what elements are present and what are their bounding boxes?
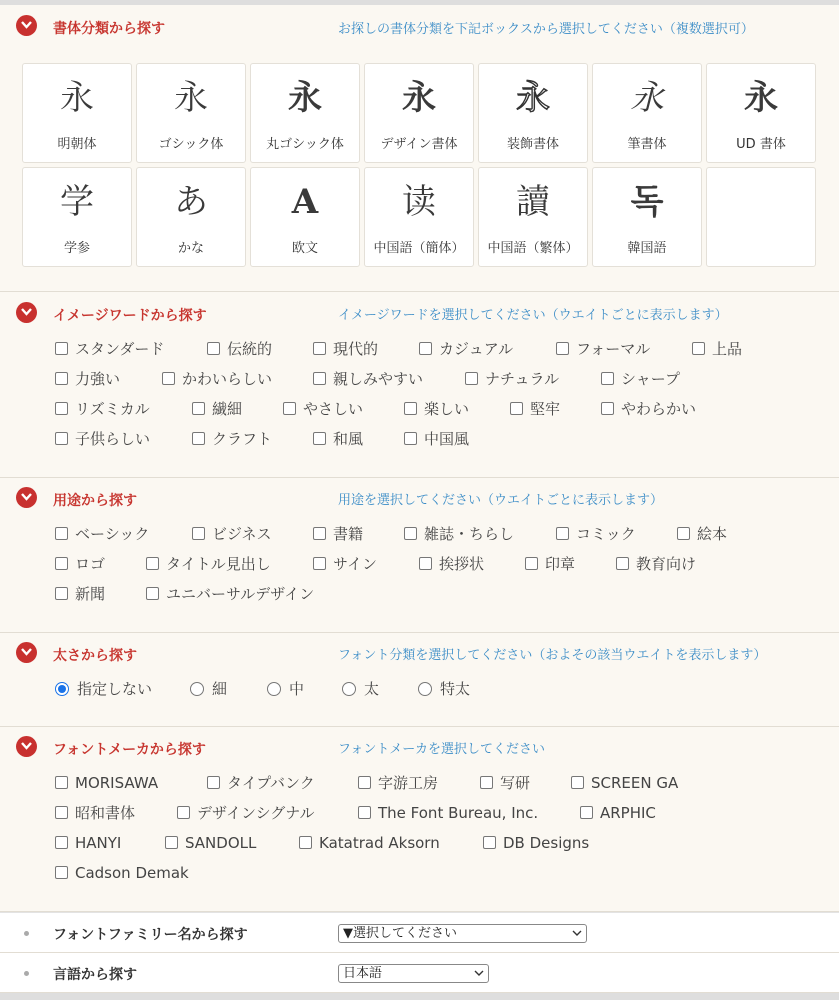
checkbox-label: カジュアル bbox=[439, 340, 514, 358]
checkbox-box[interactable] bbox=[556, 342, 569, 355]
checkbox-box[interactable] bbox=[404, 527, 417, 540]
tile-label: 学参 bbox=[63, 241, 90, 256]
checkbox-label: Katatrad Aksorn bbox=[319, 834, 440, 852]
checkbox-label: 絵本 bbox=[697, 525, 728, 543]
checkbox-box[interactable] bbox=[580, 806, 593, 819]
tile-label: 筆書体 bbox=[627, 137, 667, 152]
checkbox-box[interactable] bbox=[55, 402, 68, 415]
checkbox-label: 中国風 bbox=[424, 430, 470, 448]
tile-maru-gothic[interactable] bbox=[250, 63, 360, 163]
tile-label: 欧文 bbox=[291, 241, 318, 256]
checkbox-label: 教育向け bbox=[636, 555, 697, 573]
tile-label: 明朝体 bbox=[57, 137, 97, 152]
checkbox-box[interactable] bbox=[177, 806, 190, 819]
chevron-down-icon bbox=[474, 970, 484, 977]
tile-glyph: 永 bbox=[60, 78, 94, 118]
tile-empty bbox=[706, 167, 816, 267]
family-label: フォントファミリー名から探す bbox=[53, 927, 248, 943]
checkbox-box[interactable] bbox=[313, 557, 326, 570]
family-row bbox=[0, 913, 839, 953]
checkbox-box[interactable] bbox=[299, 836, 312, 849]
checkbox-label: ナチュラル bbox=[485, 370, 560, 388]
section-hint: お探しの書体分類を下記ボックスから選択してください（複数選択可） bbox=[338, 22, 754, 37]
checkbox-box[interactable] bbox=[162, 372, 175, 385]
checkbox-label: MORISAWA bbox=[75, 774, 159, 792]
checkbox-label: デザインシグナル bbox=[197, 804, 315, 822]
checkbox-label: Cadson Demak bbox=[75, 864, 189, 882]
tile-label: UD 書体 bbox=[736, 137, 786, 152]
chevron-down-icon bbox=[572, 930, 582, 937]
tile-label: かな bbox=[177, 241, 204, 256]
checkbox-label: やわらかい bbox=[621, 400, 697, 418]
checkbox-box[interactable] bbox=[677, 527, 690, 540]
tile-glyph: 读 bbox=[402, 182, 436, 222]
checkbox-box[interactable] bbox=[556, 527, 569, 540]
language-select-value: 日本語 bbox=[343, 966, 383, 981]
checkbox-label: コミック bbox=[576, 525, 636, 543]
checkbox-label: 子供らしい bbox=[75, 430, 151, 448]
tile-glyph: 永 bbox=[516, 78, 550, 118]
checkbox-box[interactable] bbox=[601, 402, 614, 415]
language-label: 言語から探す bbox=[53, 967, 137, 983]
tile-glyph: 讀 bbox=[516, 182, 550, 222]
section-hint: フォントメーカを選択してください bbox=[338, 742, 545, 757]
usage-section bbox=[0, 478, 839, 633]
checkbox-box[interactable] bbox=[55, 866, 68, 879]
tile-glyph: 永 bbox=[288, 78, 322, 118]
tile-korean[interactable] bbox=[592, 167, 702, 267]
checkbox-box[interactable] bbox=[313, 432, 326, 445]
checkbox-box[interactable] bbox=[55, 527, 68, 540]
family-select[interactable] bbox=[338, 924, 587, 943]
checkbox-label: 雑誌・ちらし bbox=[424, 525, 515, 543]
tile-kana[interactable] bbox=[136, 167, 246, 267]
checkbox-box[interactable] bbox=[192, 432, 205, 445]
checkbox-label: 親しみやすい bbox=[333, 370, 424, 388]
checkbox-label: ビジネス bbox=[212, 525, 272, 543]
checkbox-label: 現代的 bbox=[333, 340, 379, 358]
checkbox-box[interactable] bbox=[55, 776, 68, 789]
checkbox-box[interactable] bbox=[404, 402, 417, 415]
checkbox-label: 印章 bbox=[545, 555, 576, 573]
checkbox-label: 挨拶状 bbox=[439, 555, 485, 573]
checkbox-label: ロゴ bbox=[75, 555, 106, 573]
checkbox-label: SCREEN GA bbox=[591, 774, 679, 792]
checkbox-box[interactable] bbox=[419, 557, 432, 570]
checkbox-box[interactable] bbox=[146, 557, 159, 570]
imagewords-section bbox=[0, 292, 839, 478]
checkbox-box[interactable] bbox=[525, 557, 538, 570]
checkbox-box[interactable] bbox=[55, 806, 68, 819]
section-title: 書体分類から探す bbox=[53, 21, 165, 37]
checkbox-box[interactable] bbox=[146, 587, 159, 600]
section-title: フォントメーカから探す bbox=[53, 742, 206, 758]
radio-button[interactable] bbox=[342, 682, 356, 696]
tile-chinese-simplified[interactable] bbox=[364, 167, 474, 267]
radio-button[interactable] bbox=[55, 682, 69, 696]
checkbox-label: 上品 bbox=[712, 340, 743, 358]
section-hint: イメージワードを選択してください（ウエイトごとに表示します） bbox=[338, 308, 728, 323]
checkbox-label: やさしい bbox=[303, 400, 364, 418]
tile-glyph: 永 bbox=[630, 78, 664, 118]
chevron-down-icon[interactable] bbox=[16, 15, 37, 36]
checkbox-label: The Font Bureau, Inc. bbox=[378, 804, 539, 822]
checkbox-label: 昭和書体 bbox=[75, 804, 136, 822]
checkbox-label: ARPHIC bbox=[600, 804, 656, 822]
tile-gothic[interactable] bbox=[136, 63, 246, 163]
bullet-icon bbox=[24, 931, 29, 936]
chevron-down-icon[interactable] bbox=[16, 642, 37, 663]
checkbox-label: DB Designs bbox=[503, 834, 590, 852]
tile-glyph: 독 bbox=[630, 182, 664, 222]
checkbox-box[interactable] bbox=[465, 372, 478, 385]
checkbox-box[interactable] bbox=[419, 342, 432, 355]
checkbox-box[interactable] bbox=[192, 402, 205, 415]
checkbox-label: サイン bbox=[333, 555, 377, 573]
chevron-down-icon[interactable] bbox=[16, 487, 37, 508]
checkbox-box[interactable] bbox=[165, 836, 178, 849]
tile-label: 中国語（簡体） bbox=[373, 241, 465, 256]
tile-design[interactable] bbox=[364, 63, 474, 163]
checkbox-box[interactable] bbox=[313, 342, 326, 355]
tile-label: 装飾書体 bbox=[506, 137, 559, 152]
checkbox-box[interactable] bbox=[192, 527, 205, 540]
checkbox-box[interactable] bbox=[510, 402, 523, 415]
checkbox-box[interactable] bbox=[207, 776, 220, 789]
checkbox-label: タイプバンク bbox=[227, 774, 315, 792]
weight-section bbox=[0, 633, 839, 727]
bullet-icon bbox=[24, 971, 29, 976]
checkbox-label: かわいらしい bbox=[182, 370, 273, 388]
checkbox-label: 楽しい bbox=[424, 400, 470, 418]
radio-label: 特太 bbox=[440, 680, 471, 698]
checkbox-box[interactable] bbox=[55, 836, 68, 849]
radio-label: 細 bbox=[212, 680, 228, 698]
checkbox-label: ベーシック bbox=[75, 525, 150, 543]
checkbox-label: ユニバーサルデザイン bbox=[166, 585, 315, 603]
section-hint: フォント分類を選択してください（およその該当ウエイトを表示します） bbox=[338, 648, 767, 663]
tile-glyph: 永 bbox=[744, 78, 778, 118]
checkbox-label: 堅牢 bbox=[530, 400, 561, 418]
tile-latin[interactable] bbox=[250, 167, 360, 267]
checkbox-label: 繊細 bbox=[212, 400, 243, 418]
section-title: イメージワードから探す bbox=[53, 308, 207, 324]
checkbox-box[interactable] bbox=[55, 432, 68, 445]
checkbox-box[interactable] bbox=[313, 372, 326, 385]
checkbox-box[interactable] bbox=[616, 557, 629, 570]
bottom-border bbox=[0, 993, 839, 1000]
checkbox-label: HANYI bbox=[75, 834, 122, 852]
tile-chinese-traditional[interactable] bbox=[478, 167, 588, 267]
checkbox-box[interactable] bbox=[358, 806, 371, 819]
checkbox-box[interactable] bbox=[358, 776, 371, 789]
radio-button[interactable] bbox=[190, 682, 204, 696]
tile-label: 韓国語 bbox=[627, 241, 667, 256]
checkbox-label: 写研 bbox=[500, 774, 531, 792]
chevron-down-icon[interactable] bbox=[16, 302, 37, 323]
tile-glyph: 永 bbox=[402, 78, 436, 118]
checkbox-label: 書籍 bbox=[333, 525, 364, 543]
checkbox-label: 伝統的 bbox=[227, 340, 273, 358]
tile-decorative[interactable] bbox=[478, 63, 588, 163]
radio-button[interactable] bbox=[267, 682, 281, 696]
checkbox-label: タイトル見出し bbox=[166, 555, 271, 573]
radio-button[interactable] bbox=[418, 682, 432, 696]
checkbox-box[interactable] bbox=[55, 587, 68, 600]
checkbox-label: SANDOLL bbox=[185, 834, 257, 852]
checkbox-box[interactable] bbox=[55, 372, 68, 385]
section-title: 用途から探す bbox=[53, 493, 137, 509]
tile-glyph: 学 bbox=[60, 182, 94, 222]
checkbox-box[interactable] bbox=[55, 557, 68, 570]
checkbox-box[interactable] bbox=[483, 836, 496, 849]
chevron-down-icon[interactable] bbox=[16, 736, 37, 757]
maker-section bbox=[0, 727, 839, 912]
radio-label: 中 bbox=[289, 680, 305, 698]
classification-section bbox=[0, 5, 839, 292]
tile-label: 丸ゴシック体 bbox=[266, 137, 344, 152]
checkbox-label: スタンダード bbox=[75, 340, 165, 358]
checkbox-box[interactable] bbox=[692, 342, 705, 355]
section-hint: 用途を選択してください（ウエイトごとに表示します） bbox=[338, 493, 664, 508]
language-row bbox=[0, 953, 839, 993]
checkbox-label: リズミカル bbox=[75, 400, 150, 418]
tile-label: ゴシック体 bbox=[158, 137, 224, 152]
tile-glyph: 永 bbox=[174, 78, 208, 118]
checkbox-label: 力強い bbox=[75, 370, 121, 388]
checkbox-box[interactable] bbox=[55, 342, 68, 355]
tile-gakusan[interactable] bbox=[22, 167, 132, 267]
tile-glyph: A bbox=[291, 182, 319, 222]
checkbox-box[interactable] bbox=[571, 776, 584, 789]
language-select[interactable] bbox=[338, 964, 489, 983]
checkbox-box[interactable] bbox=[313, 527, 326, 540]
checkbox-label: フォーマル bbox=[576, 340, 651, 358]
tile-ud[interactable] bbox=[706, 63, 816, 163]
tile-label: 中国語（繁体） bbox=[487, 241, 579, 256]
checkbox-box[interactable] bbox=[207, 342, 220, 355]
checkbox-box[interactable] bbox=[480, 776, 493, 789]
checkbox-label: 和風 bbox=[333, 430, 364, 448]
checkbox-box[interactable] bbox=[601, 372, 614, 385]
checkbox-box[interactable] bbox=[283, 402, 296, 415]
tile-brush[interactable] bbox=[592, 63, 702, 163]
checkbox-label: クラフト bbox=[212, 430, 273, 448]
radio-label: 太 bbox=[364, 680, 380, 698]
tile-mincho[interactable] bbox=[22, 63, 132, 163]
section-title: 太さから探す bbox=[53, 648, 137, 664]
checkbox-label: シャープ bbox=[621, 370, 680, 388]
checkbox-box[interactable] bbox=[404, 432, 417, 445]
checkbox-label: 字游工房 bbox=[378, 774, 439, 792]
tile-label: デザイン書体 bbox=[380, 137, 458, 152]
tile-glyph: あ bbox=[174, 182, 208, 222]
family-select-value: ▼選択してください bbox=[343, 926, 457, 941]
radio-label: 指定しない bbox=[77, 680, 153, 698]
checkbox-label: 新聞 bbox=[75, 585, 106, 603]
